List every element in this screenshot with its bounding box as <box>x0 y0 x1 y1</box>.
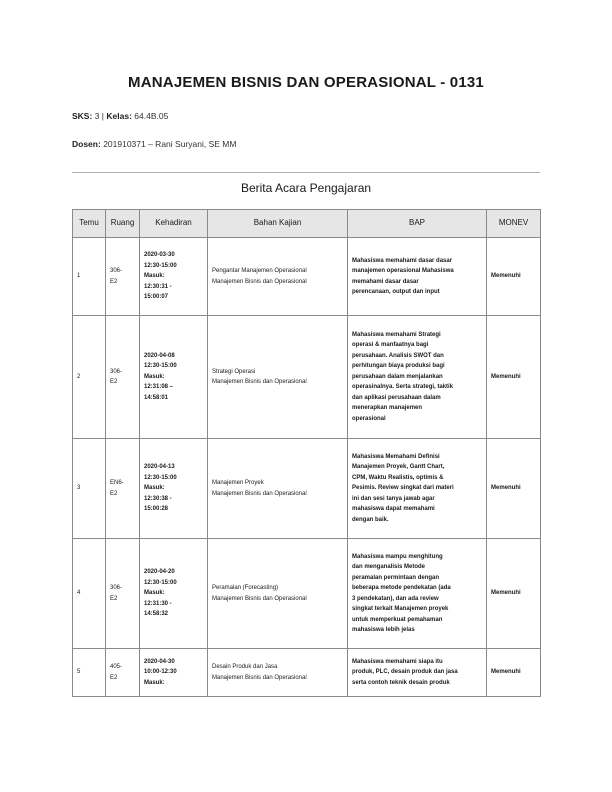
cell-line: operasi & manfaatnya bagi <box>352 342 429 349</box>
temu-cell: 4 <box>73 539 106 649</box>
temu-cell: 2 <box>73 316 106 439</box>
table-row <box>73 316 541 439</box>
ruang-cell <box>106 316 140 439</box>
cell-line: dan menganalisis Metode <box>352 564 426 570</box>
cell-line: 306- <box>110 268 123 274</box>
cell-line: 3 pendekatan), dan ada review <box>352 595 439 602</box>
sks-value: 3 <box>94 111 100 121</box>
cell-line: menerapkan manajemen <box>352 405 423 412</box>
monev-cell: Memenuhi <box>487 439 541 539</box>
cell-line: 15:00:07 <box>144 294 169 301</box>
cell-line: 14:58:01 <box>144 394 169 401</box>
temu-cell: 3 <box>73 439 106 539</box>
kehadiran-cell <box>140 649 208 697</box>
cell-line: singkat terkait Manajemen proyek <box>352 606 449 612</box>
col-header-temu: Temu <box>73 210 106 238</box>
cell-line: dengan baik. <box>352 516 389 523</box>
ruang-cell <box>106 649 140 697</box>
cell-line: 2020-04-30 <box>144 658 175 665</box>
cell-line: E2 <box>110 595 118 602</box>
table-row <box>73 539 541 649</box>
bap-cell <box>348 649 487 697</box>
kehadiran-cell <box>140 439 208 539</box>
bap-cell <box>348 238 487 316</box>
cell-line: ini dan sesi tanya jawab agar <box>352 495 435 502</box>
cell-line: Manajemen Bisnis dan Operasional <box>212 278 307 285</box>
page-title: MANAJEMEN BISNIS DAN OPERASIONAL - 0131 <box>128 74 484 91</box>
cell-line: beberapa metode pendekatan (ada <box>352 585 451 591</box>
bahan-kajian-cell <box>208 238 348 316</box>
ruang-cell <box>106 539 140 649</box>
cell-line: perencanaan, output dan input <box>352 289 440 295</box>
cell-line: Masuk: <box>144 373 165 380</box>
cell-line: 12:30-15:00 <box>144 474 177 481</box>
cell-line: 12:30-15:00 <box>144 363 177 370</box>
cell-line: untuk memperkuat pemahaman <box>352 616 443 623</box>
meta-separator: | <box>101 111 105 121</box>
bap-cell <box>348 316 487 439</box>
cell-line: dan aplikasi perusahaan dalam <box>352 394 441 401</box>
ruang-cell <box>106 238 140 316</box>
dosen-label: Dosen: <box>72 139 101 149</box>
cell-line: mahasiswa lebih jelas <box>352 627 415 633</box>
kehadiran-cell <box>140 316 208 439</box>
cell-line: 12:30:38 - <box>144 495 172 502</box>
cell-line: Desain Produk dan Jasa <box>212 664 278 670</box>
cell-line: memahami dasar dasar <box>352 278 419 285</box>
cell-line: E2 <box>110 674 118 681</box>
sks-label: SKS: <box>72 111 93 121</box>
cell-line: 12:30:31 - <box>144 283 172 290</box>
ruang-cell <box>106 439 140 539</box>
col-header-ruang: Ruang <box>106 210 140 238</box>
kehadiran-cell <box>140 238 208 316</box>
cell-line: Masuk: <box>144 485 165 492</box>
cell-line: Manajemen Bisnis dan Operasional <box>212 595 307 602</box>
monev-cell: Memenuhi <box>487 238 541 316</box>
cell-line: E2 <box>110 379 118 385</box>
cell-line: Mahasiswa memahami dasar dasar <box>352 257 453 264</box>
cell-line: 306- <box>110 585 123 591</box>
cell-line: 12:30-15:00 <box>144 579 177 586</box>
dosen-value: 201910371 – Rani Suryani, SE MM <box>103 139 237 149</box>
bahan-kajian-cell <box>208 539 348 649</box>
col-header-kehadiran: Kehadiran <box>140 210 208 238</box>
cell-line: Manajemen Bisnis dan Operasional <box>212 379 307 385</box>
cell-line: Pesimis. Review singkat dari materi <box>352 485 454 492</box>
cell-line: Manajemen Proyek <box>212 480 264 486</box>
cell-line: 2020-04-08 <box>144 352 175 359</box>
table-row <box>73 649 541 697</box>
course-meta <box>72 111 168 121</box>
col-header-bap: BAP <box>348 210 487 238</box>
cell-line: operasinalnya. Serta strategi, taktik <box>352 384 454 391</box>
cell-line: 15:00:28 <box>144 506 169 513</box>
monev-cell: Memenuhi <box>487 649 541 697</box>
kehadiran-cell <box>140 539 208 649</box>
col-header-bahan-kajian: Bahan Kajian <box>208 210 348 238</box>
cell-line: Masuk: <box>144 679 165 686</box>
bap-table <box>72 209 541 697</box>
cell-line: perusahaan dalam menjalankan <box>352 373 443 380</box>
cell-line: 12:31:30 - <box>144 600 172 607</box>
cell-line: Masuk: <box>144 590 165 597</box>
table-row <box>73 238 541 316</box>
cell-line: 10:00-12:30 <box>144 669 177 676</box>
bap-cell <box>348 439 487 539</box>
cell-line: Mahasiswa Memahami Definisi <box>352 453 440 460</box>
temu-cell: 1 <box>73 238 106 316</box>
col-header-monev: MONEV <box>487 210 541 238</box>
table-row <box>73 439 541 539</box>
cell-line: 306- <box>110 368 123 375</box>
cell-line: E2 <box>110 490 118 497</box>
cell-line: 12:30-15:00 <box>144 262 177 269</box>
cell-line: Mahasiswa mampu menghitung <box>352 553 443 560</box>
cell-line: 2020-03-30 <box>144 252 175 259</box>
cell-line: Manajemen Bisnis dan Operasional <box>212 674 307 681</box>
bap-cell <box>348 539 487 649</box>
cell-line: Manajemen Proyek, Gantt Chart, <box>352 464 445 471</box>
kelas-value: 64.4B.05 <box>134 111 169 121</box>
cell-line: manajemen operasional Mahasiswa <box>352 268 454 274</box>
cell-line: produk, PLC, desain produk dan jasa <box>352 669 458 676</box>
cell-line: 14:58:32 <box>144 611 169 618</box>
cell-line: serta contoh teknik desain produk <box>352 679 450 686</box>
cell-line: 2020-04-20 <box>144 569 175 576</box>
cell-line: 405- <box>110 664 123 670</box>
cell-line: 12:31:08 – <box>144 384 174 391</box>
cell-line: 2020-04-13 <box>144 464 175 471</box>
bahan-kajian-cell <box>208 316 348 439</box>
cell-line: mahasiswa dapat memahami <box>352 506 435 513</box>
table-header-row <box>73 210 541 238</box>
monev-cell: Memenuhi <box>487 316 541 439</box>
cell-line: perusahaan. Analisis SWOT dan <box>352 352 444 359</box>
cell-line: peramalan permintaan dengan <box>352 574 440 581</box>
cell-line: EN6- <box>110 480 124 486</box>
cell-line: Pengantar Manajemen Operasional <box>212 268 307 274</box>
cell-line: Peramalan (Forecasting) <box>212 585 279 591</box>
lecturer-meta <box>72 139 236 149</box>
section-title: Berita Acara Pengajaran <box>240 181 372 195</box>
cell-line: CPM, Waktu Realistis, optimis & <box>352 474 444 481</box>
cell-line: perhitungan biaya produksi bagi <box>352 363 445 370</box>
cell-line: Mahasiswa memahami siapa itu <box>352 658 443 665</box>
cell-line: Strategi Operasi <box>212 368 256 375</box>
bahan-kajian-cell <box>208 649 348 697</box>
cell-line: Manajemen Bisnis dan Operasional <box>212 490 307 497</box>
cell-line: Mahasiswa memahami Strategi <box>352 331 441 338</box>
cell-line: Masuk: <box>144 273 165 280</box>
cell-line: operasional <box>352 415 386 422</box>
bahan-kajian-cell <box>208 439 348 539</box>
cell-line: E2 <box>110 278 118 285</box>
divider <box>72 172 540 173</box>
temu-cell: 5 <box>73 649 106 697</box>
kelas-label: Kelas: <box>106 111 132 121</box>
monev-cell: Memenuhi <box>487 539 541 649</box>
